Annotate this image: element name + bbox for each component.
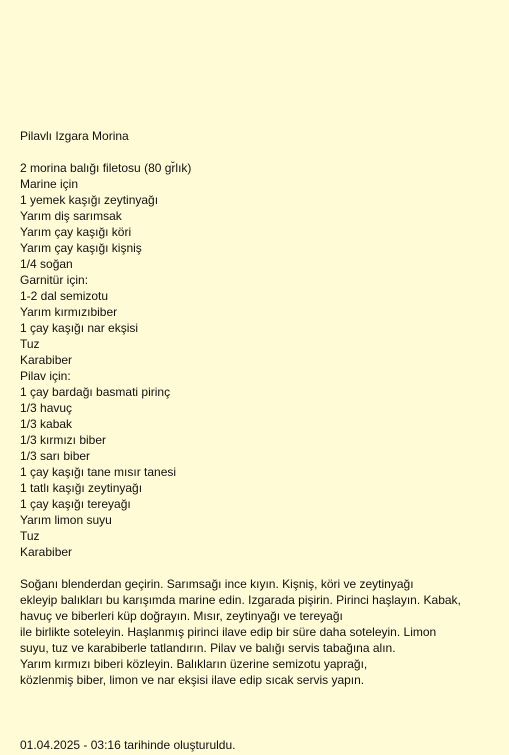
ingredient-line: Yarım diş sarımsak [20,209,122,223]
ingredient-line: 1/3 havuç [20,401,73,415]
ingredient-line: 2 morina balığı filetosu (80 gr̆lık) [20,161,192,175]
ingredient-line: 1 tatlı kaşığı zeytinyağı [20,481,143,495]
section-heading: Garnitür için: [20,273,89,287]
ingredient-line: 1 çay kaşığı nar ekşisi [20,321,139,335]
recipe-title: Pilavlı Izgara Morina [20,129,129,143]
instruction-line: Soğanı blenderdan geçirin. Sarımsağı ince kıyın. Kişniş, köri ve zeytinyağı [20,577,414,591]
instructions-paragraph [20,576,500,688]
ingredient-line: 1-2 dal semizotu [20,289,109,303]
ingredient-line: Karabiber [20,545,73,559]
ingredient-line: 1/3 sarı biber [20,449,91,463]
spacer [20,144,500,160]
section-heading: Pilav için: [20,369,71,383]
recipe-document [20,128,500,688]
instruction-line: ekleyip balıkları bu karışımda marine edin. Izgarada pişirin. Pirinci haşlayın. Kabak, [20,593,461,607]
ingredient-line: 1/3 kabak [20,417,73,431]
ingredient-line: Tuz [20,529,40,543]
ingredient-line: Yarım limon suyu [20,513,112,527]
ingredient-line: Karabiber [20,353,73,367]
instruction-line: ile birlikte soteleyin. Haşlanmış pirinci ilave edip bir süre daha soteleyin. Limon [20,625,437,639]
instruction-line: közlenmiş biber, limon ve nar ekşisi ilave edip sıcak servis yapın. [20,673,365,687]
created-timestamp: 01.04.2025 - 03:16 tarihinde oluşturuldu. [20,738,236,752]
ingredient-line: 1 çay bardağı basmati pirinç [20,385,171,399]
ingredient-line: 1/4 soğan [20,257,73,271]
ingredient-line: 1 yemek kaşığı zeytinyağı [20,193,159,207]
section-heading: Marine için [20,177,79,191]
ingredient-line: Tuz [20,337,40,351]
ingredient-line: 1/3 kırmızı biber [20,433,107,447]
ingredient-line: Yarım çay kaşığı köri [20,225,132,239]
spacer [20,560,500,576]
ingredient-line: 1 çay kaşığı tane mısır tanesi [20,465,177,479]
ingredient-list [20,160,500,560]
instruction-line: havuç ve biberleri küp doğrayın. Mısır, zeytinyağı ve tereyağı [20,609,343,623]
instruction-line: Yarım kırmızı biberi közleyin. Balıkların üzerine semizotu yaprağı, [20,657,368,671]
ingredient-line: Yarım kırmızıbiber [20,305,118,319]
ingredient-line: Yarım çay kaşığı kişniş [20,241,142,255]
instruction-line: suyu, tuz ve karabiberle tatlandırın. Pilav ve balığı servis tabağına alın. [20,641,396,655]
ingredient-line: 1 çay kaşığı tereyağı [20,497,131,511]
